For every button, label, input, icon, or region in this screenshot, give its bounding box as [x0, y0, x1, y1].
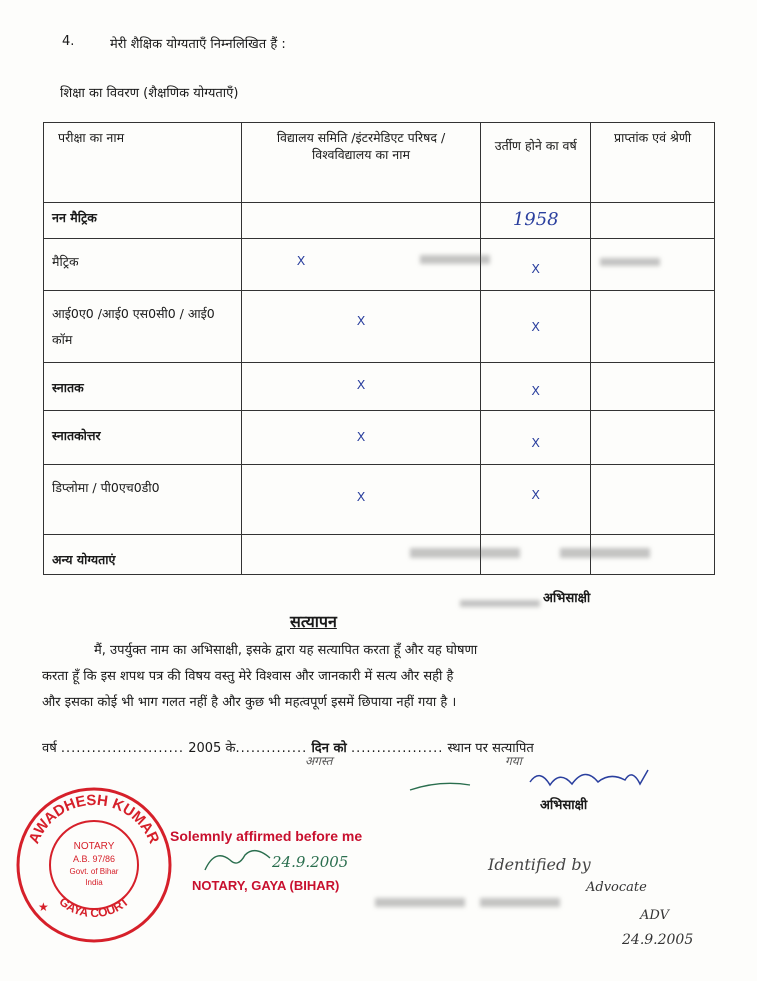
seal-inner-3: Govt. of Bihar — [69, 867, 119, 876]
board-value: X — [241, 291, 481, 363]
scan-smudge — [560, 548, 650, 558]
scan-smudge — [480, 898, 560, 907]
year-value: X — [481, 363, 591, 411]
deponent-label: अभिसाक्षी — [543, 591, 591, 606]
table-row — [44, 291, 715, 363]
year-value: 2005 — [188, 741, 222, 756]
month-dots: .............. — [235, 741, 308, 756]
exam-name: मैट्रिक — [44, 239, 242, 291]
marks-value — [591, 291, 715, 363]
affirmed-text: Solemnly affirmed before me — [170, 828, 363, 844]
exam-name: आई0ए0 /आई0 एस0सी0 / आई0 कॉम — [44, 291, 242, 363]
marks-value — [591, 363, 715, 411]
seal-inner-4: India — [85, 878, 103, 887]
seal-bottom: GAYA COURT — [56, 894, 132, 921]
scan-smudge — [375, 898, 465, 907]
marks-value — [591, 465, 715, 535]
hw-place: गया — [505, 754, 522, 768]
exam-name: स्नातक — [44, 363, 242, 411]
svg-text:GAYA COURT — [56, 894, 132, 920]
qualifications-heading: मेरी शैक्षिक योग्यताएँ निम्नलिखित हैं : — [110, 37, 286, 52]
day-dots: .................. — [350, 741, 444, 756]
verification-line-1: मैं, उपर्युक्त नाम का अभिसाक्षी, इसके द्वारा यह सत्यापित करता हूँ और यह घोषणा — [94, 643, 478, 658]
table-row — [44, 411, 715, 465]
table-row — [44, 203, 715, 239]
verification-line-2: करता हूँ कि इस शपथ पत्र की विषय वस्तु मेरे विश्वास और जानकारी में सत्य और सही है — [42, 669, 454, 684]
place-date-line — [42, 738, 534, 756]
scan-smudge — [410, 548, 520, 558]
notary-signature — [200, 840, 280, 880]
scan-smudge — [460, 600, 540, 607]
seal-name: AWADHESH KUMAR — [25, 791, 163, 847]
year-value: 1958 — [481, 203, 591, 239]
year-value: X — [481, 239, 591, 291]
advocate-date: 24.9.2005 — [622, 932, 694, 948]
education-table — [43, 122, 715, 575]
svg-text:AWADHESH KUMAR — [26, 792, 163, 847]
scan-smudge — [600, 258, 660, 266]
board-value — [241, 203, 481, 239]
table-row — [44, 465, 715, 535]
year-label: वर्ष — [42, 741, 57, 756]
seal-inner-1: NOTARY — [73, 841, 115, 852]
board-value: X — [241, 411, 481, 465]
hw-month: अगस्त — [305, 754, 333, 768]
education-subtitle: शिक्षा का विवरण (शैक्षणिक योग्यताएँ) — [60, 86, 239, 101]
identified-by: Identified by — [488, 855, 591, 874]
exam-name: डिप्लोमा / पी0एच0डी0 — [44, 465, 242, 535]
exam-name: अन्य योग्यताएं — [44, 535, 242, 575]
item-number: 4. — [62, 34, 75, 49]
seal-inner-2: A.B. 97/86 — [72, 854, 116, 864]
header-board: विद्यालय समिति /इंटरमेडिएट परिषद / विश्वविद्यालय का नाम — [241, 123, 481, 203]
table-header-row — [44, 123, 715, 203]
notary-line: NOTARY, GAYA (BIHAR) — [192, 878, 340, 893]
year-value: X — [481, 411, 591, 465]
header-year: उर्तीण होने का वर्ष — [481, 123, 591, 203]
scan-smudge — [420, 255, 490, 264]
advocate-sign-2: ADV — [640, 908, 669, 923]
year-value: X — [481, 465, 591, 535]
board-value: X — [241, 239, 481, 291]
header-exam: परीक्षा का नाम — [44, 123, 242, 203]
verification-line-3: और इसका कोई भी भाग गलत नहीं है और कुछ भी महत्वपूर्ण इसमें छिपाया नहीं गया है । — [42, 695, 457, 710]
year-dots: ........................ — [60, 741, 185, 756]
table-row — [44, 363, 715, 411]
verification-title: सत्यापन — [290, 612, 337, 631]
notary-date: 24.9.2005 — [272, 853, 349, 871]
board-value: X — [241, 465, 481, 535]
header-marks: प्राप्तांक एवं श्रेणी — [591, 123, 715, 203]
din-ko-text: दिन को — [311, 741, 347, 756]
notary-seal — [14, 785, 174, 945]
advocate-sign: Advocate — [586, 880, 647, 895]
marks-value — [591, 411, 715, 465]
place-label: स्थान पर सत्यापित — [447, 741, 534, 756]
year-value: X — [481, 291, 591, 363]
board-value: X — [241, 363, 481, 411]
deponent-signature — [400, 760, 670, 800]
exam-name: स्नातकोत्तर — [44, 411, 242, 465]
deponent-label-2: अभिसाक्षी — [540, 798, 588, 813]
seal-star-icon: ★ — [38, 900, 49, 914]
exam-name: नन मैट्रिक — [44, 203, 242, 239]
marks-value — [591, 203, 715, 239]
ke-text: के — [225, 741, 236, 756]
